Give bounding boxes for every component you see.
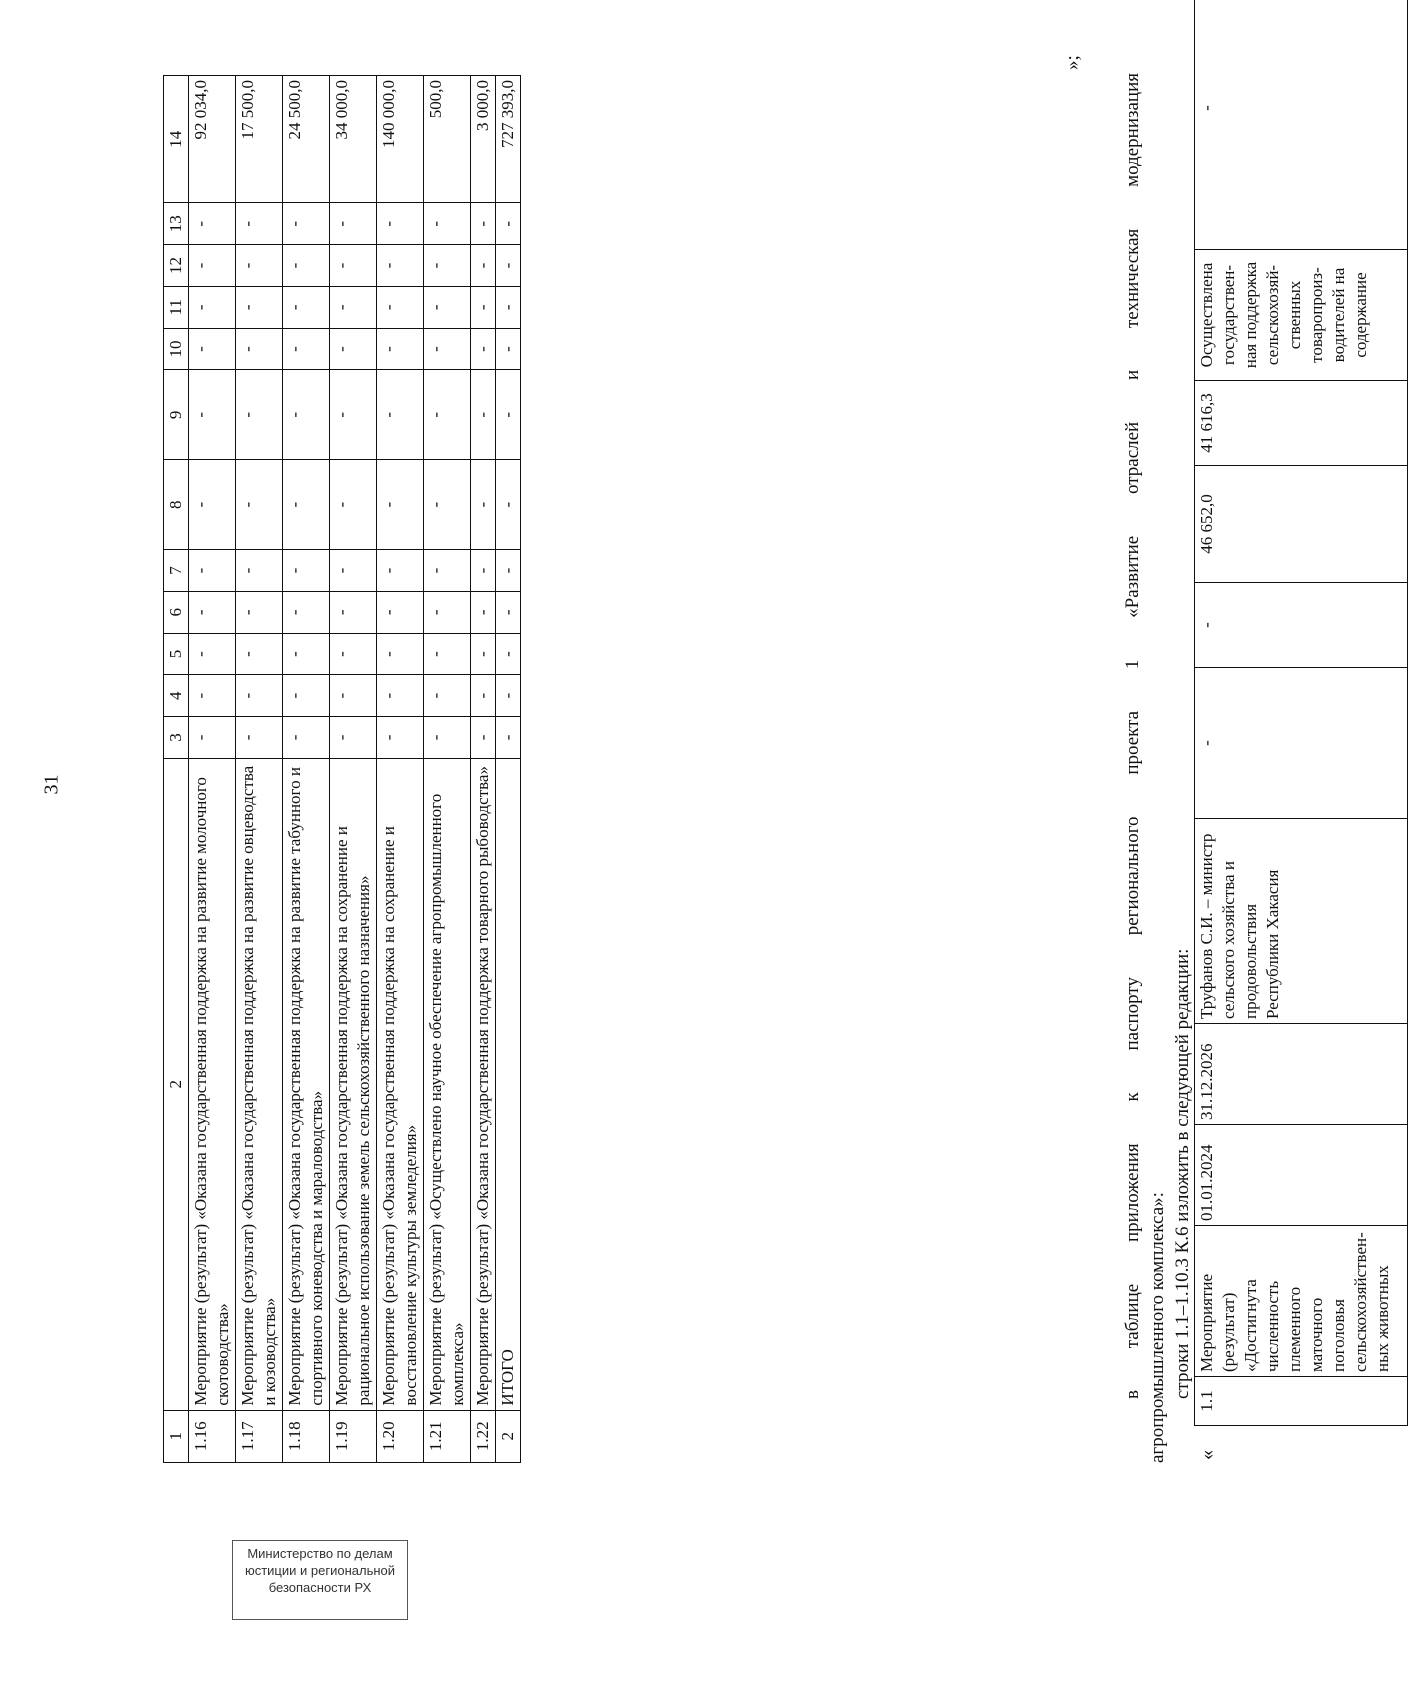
header-cell: 8 [164, 460, 189, 550]
empty-value-cell: - [236, 245, 283, 287]
empty-value-cell: - [283, 633, 330, 675]
row-number-cell: 1.16 [189, 1410, 236, 1462]
table-row [424, 76, 471, 1463]
row-description-cell: Мероприятие (результат) «Оказана государственная поддержка на развитие молочного скотоводства» [189, 758, 236, 1410]
table-row [496, 76, 521, 1463]
empty-value-cell: - [330, 591, 377, 633]
table-row [471, 76, 496, 1463]
total-amount-cell: 92 034,0 [189, 76, 236, 203]
empty-value-cell: - [377, 328, 424, 370]
empty-value-cell: - [330, 328, 377, 370]
empty-value-cell: - [424, 328, 471, 370]
empty-value-cell: - [189, 633, 236, 675]
empty-value-cell: - [471, 245, 496, 287]
empty-value-cell: - [496, 675, 521, 717]
empty-value-cell: - [189, 370, 236, 460]
empty-value-cell: - [283, 591, 330, 633]
empty-value-cell: - [424, 370, 471, 460]
empty-value-cell: - [189, 203, 236, 245]
row-description-cell: Мероприятие (результат) «Оказана государственная поддержка на сохранение и рациональное использование земель сельскохозяйственного назначения» [330, 758, 377, 1410]
empty-value-cell: - [236, 203, 283, 245]
row-number-cell: 1.22 [471, 1410, 496, 1462]
empty-value-cell: - [424, 550, 471, 592]
empty-value-cell: - [424, 675, 471, 717]
empty-value-cell: - [496, 591, 521, 633]
page-number: 31 [40, 774, 63, 795]
empty-value-cell: - [424, 633, 471, 675]
empty-value-cell: - [330, 675, 377, 717]
row-number-cell: 1.1 [1195, 1377, 1408, 1426]
empty-value-cell: - [471, 460, 496, 550]
total-amount-cell: 34 000,0 [330, 76, 377, 203]
header-cell: 1 [164, 1410, 189, 1462]
empty-value-cell: - [471, 550, 496, 592]
table-row [330, 76, 377, 1463]
header-cell: 4 [164, 675, 189, 717]
empty-value-cell: - [424, 245, 471, 287]
table-closing-mark: »; [1062, 55, 1083, 70]
budget-table-body [189, 76, 521, 1463]
empty-value-cell: - [471, 633, 496, 675]
header-cell: 3 [164, 717, 189, 759]
total-amount-cell: 17 500,0 [236, 76, 283, 203]
empty-value-cell: - [424, 717, 471, 759]
paragraph-line-1: в таблице приложения к паспорту регионального проекта 1 «Развитие отраслей и техническая модернизация [1122, 73, 1143, 1399]
table-row [236, 76, 283, 1463]
row-description-cell: ИТОГО [496, 758, 521, 1410]
table-row [1195, 0, 1408, 1426]
header-cell: 9 [164, 370, 189, 460]
empty-value-cell: - [1195, 668, 1408, 819]
row-number-cell: 1.20 [377, 1410, 424, 1462]
empty-value-cell: - [330, 203, 377, 245]
row-description-cell: Мероприятие (результат) «Оказана государственная поддержка товарного рыбоводства» [471, 758, 496, 1410]
empty-value-cell: - [424, 591, 471, 633]
row-number-cell: 1.19 [330, 1410, 377, 1462]
empty-value-cell: - [236, 328, 283, 370]
empty-value-cell: - [236, 591, 283, 633]
start-date-cell: 01.01.2024 [1195, 1125, 1408, 1226]
registration-stamp: Министерство по делам юстиции и региональной безопасности РХ [232, 1540, 408, 1620]
empty-value-cell: - [189, 245, 236, 287]
empty-value-cell: - [377, 633, 424, 675]
empty-value-cell: - [189, 717, 236, 759]
empty-value-cell: - [496, 717, 521, 759]
table-row [377, 76, 424, 1463]
total-amount-cell: 24 500,0 [283, 76, 330, 203]
empty-value-cell: - [330, 460, 377, 550]
empty-value-cell: - [236, 286, 283, 328]
paragraph-line-2: агропромышленного комплекса»: [1147, 1192, 1168, 1463]
empty-value-cell: - [471, 675, 496, 717]
empty-value-cell: - [283, 717, 330, 759]
empty-value-cell: - [424, 460, 471, 550]
empty-value-cell: - [496, 460, 521, 550]
header-cell: 7 [164, 550, 189, 592]
empty-value-cell: - [496, 286, 521, 328]
empty-value-cell: - [283, 245, 330, 287]
empty-value-cell: - [236, 370, 283, 460]
row-number-cell: 1.17 [236, 1410, 283, 1462]
empty-value-cell: - [496, 328, 521, 370]
empty-value-cell: - [377, 717, 424, 759]
empty-value-cell: - [471, 203, 496, 245]
empty-value-cell: - [330, 550, 377, 592]
empty-value-cell: - [189, 460, 236, 550]
row-description-cell: Мероприятие (результат) «Оказана государственная поддержка на развитие табунного и спортивного коневодства и мараловодства» [283, 758, 330, 1410]
empty-value-cell: - [377, 675, 424, 717]
header-cell: 10 [164, 328, 189, 370]
empty-value-cell: - [283, 203, 330, 245]
empty-value-cell: - [377, 591, 424, 633]
row-number-cell: 2 [496, 1410, 521, 1462]
empty-value-cell: - [189, 591, 236, 633]
empty-value-cell: - [496, 245, 521, 287]
empty-value-cell: - [189, 286, 236, 328]
empty-value-cell: - [377, 370, 424, 460]
empty-value-cell: - [283, 460, 330, 550]
header-cell: 11 [164, 286, 189, 328]
total-amount-cell: 3 000,0 [471, 76, 496, 203]
empty-value-cell: - [471, 591, 496, 633]
end-date-cell: 31.12.2026 [1195, 1024, 1408, 1125]
amount-cell: 46 652,0 [1195, 466, 1408, 583]
empty-value-cell: - [283, 550, 330, 592]
row-number-cell: 1.18 [283, 1410, 330, 1462]
empty-value-cell: - [496, 633, 521, 675]
empty-value-cell: - [330, 370, 377, 460]
table-header-row [164, 76, 189, 1463]
empty-value-cell: - [189, 550, 236, 592]
row-description-cell: Мероприятие (результат) «Достигнута численность племенного маточного поголовья сельскохозяйствен-ных животных [1195, 1226, 1408, 1377]
total-amount-cell: 500,0 [424, 76, 471, 203]
empty-value-cell: - [283, 675, 330, 717]
empty-value-cell: - [471, 286, 496, 328]
empty-value-cell: - [236, 460, 283, 550]
row-number-cell: 1.21 [424, 1410, 471, 1462]
empty-value-cell: - [1195, 583, 1408, 668]
empty-value-cell: - [283, 286, 330, 328]
empty-value-cell: - [471, 328, 496, 370]
empty-value-cell: - [424, 286, 471, 328]
empty-value-cell: - [496, 550, 521, 592]
row-description-cell: Мероприятие (результат) «Оказана государственная поддержка на развитие овцеводства и козоводства» [236, 758, 283, 1410]
header-cell: 6 [164, 591, 189, 633]
header-cell: 13 [164, 203, 189, 245]
budget-table [163, 75, 521, 1463]
empty-value-cell: - [283, 328, 330, 370]
empty-value-cell: - [377, 245, 424, 287]
empty-value-cell: - [424, 203, 471, 245]
table-row [283, 76, 330, 1463]
responsible-person-cell: Труфанов С.И. – министр сельского хозяйства и продовольствия Республики Хакасия [1195, 819, 1408, 1024]
header-cell: 12 [164, 245, 189, 287]
empty-value-cell: - [377, 203, 424, 245]
empty-value-cell: - [236, 717, 283, 759]
header-cell: 14 [164, 76, 189, 203]
paragraph-line-3: строки 1.1–1.10.3 К.6 изложить в следующей редакции: [1172, 948, 1193, 1399]
empty-value-cell: - [330, 245, 377, 287]
empty-value-cell: - [330, 717, 377, 759]
row-description-cell: Мероприятие (результат) «Оказана государственная поддержка на сохранение и восстановление культуры земледелия» [377, 758, 424, 1410]
empty-value-cell: - [189, 328, 236, 370]
empty-value-cell: - [330, 633, 377, 675]
empty-value-cell: - [330, 286, 377, 328]
row-description-cell: Мероприятие (результат) «Осуществлено научное обеспечение агропромышленного комплекса» [424, 758, 471, 1410]
empty-value-cell: - [189, 675, 236, 717]
header-cell: 2 [164, 758, 189, 1410]
table2-open-quote: « [1196, 1450, 1218, 1460]
empty-value-cell: - [283, 370, 330, 460]
total-amount-cell: 140 000,0 [377, 76, 424, 203]
empty-value-cell: - [1195, 0, 1408, 250]
empty-value-cell: - [236, 675, 283, 717]
empty-value-cell: - [377, 286, 424, 328]
result-description-cell: Осуществлена государствен-ная поддержка сельскохозяй-ственных товаропроиз-водителей на содержание [1195, 250, 1408, 381]
empty-value-cell: - [471, 717, 496, 759]
empty-value-cell: - [377, 550, 424, 592]
empty-value-cell: - [471, 370, 496, 460]
replacement-table [1194, 0, 1408, 1426]
header-cell: 5 [164, 633, 189, 675]
empty-value-cell: - [496, 203, 521, 245]
empty-value-cell: - [496, 370, 521, 460]
empty-value-cell: - [377, 460, 424, 550]
empty-value-cell: - [236, 633, 283, 675]
table-row [189, 76, 236, 1463]
empty-value-cell: - [236, 550, 283, 592]
total-amount-cell: 727 393,0 [496, 76, 521, 203]
instruction-paragraph [1120, 73, 1195, 1463]
amount-cell: 41 616,3 [1195, 381, 1408, 466]
